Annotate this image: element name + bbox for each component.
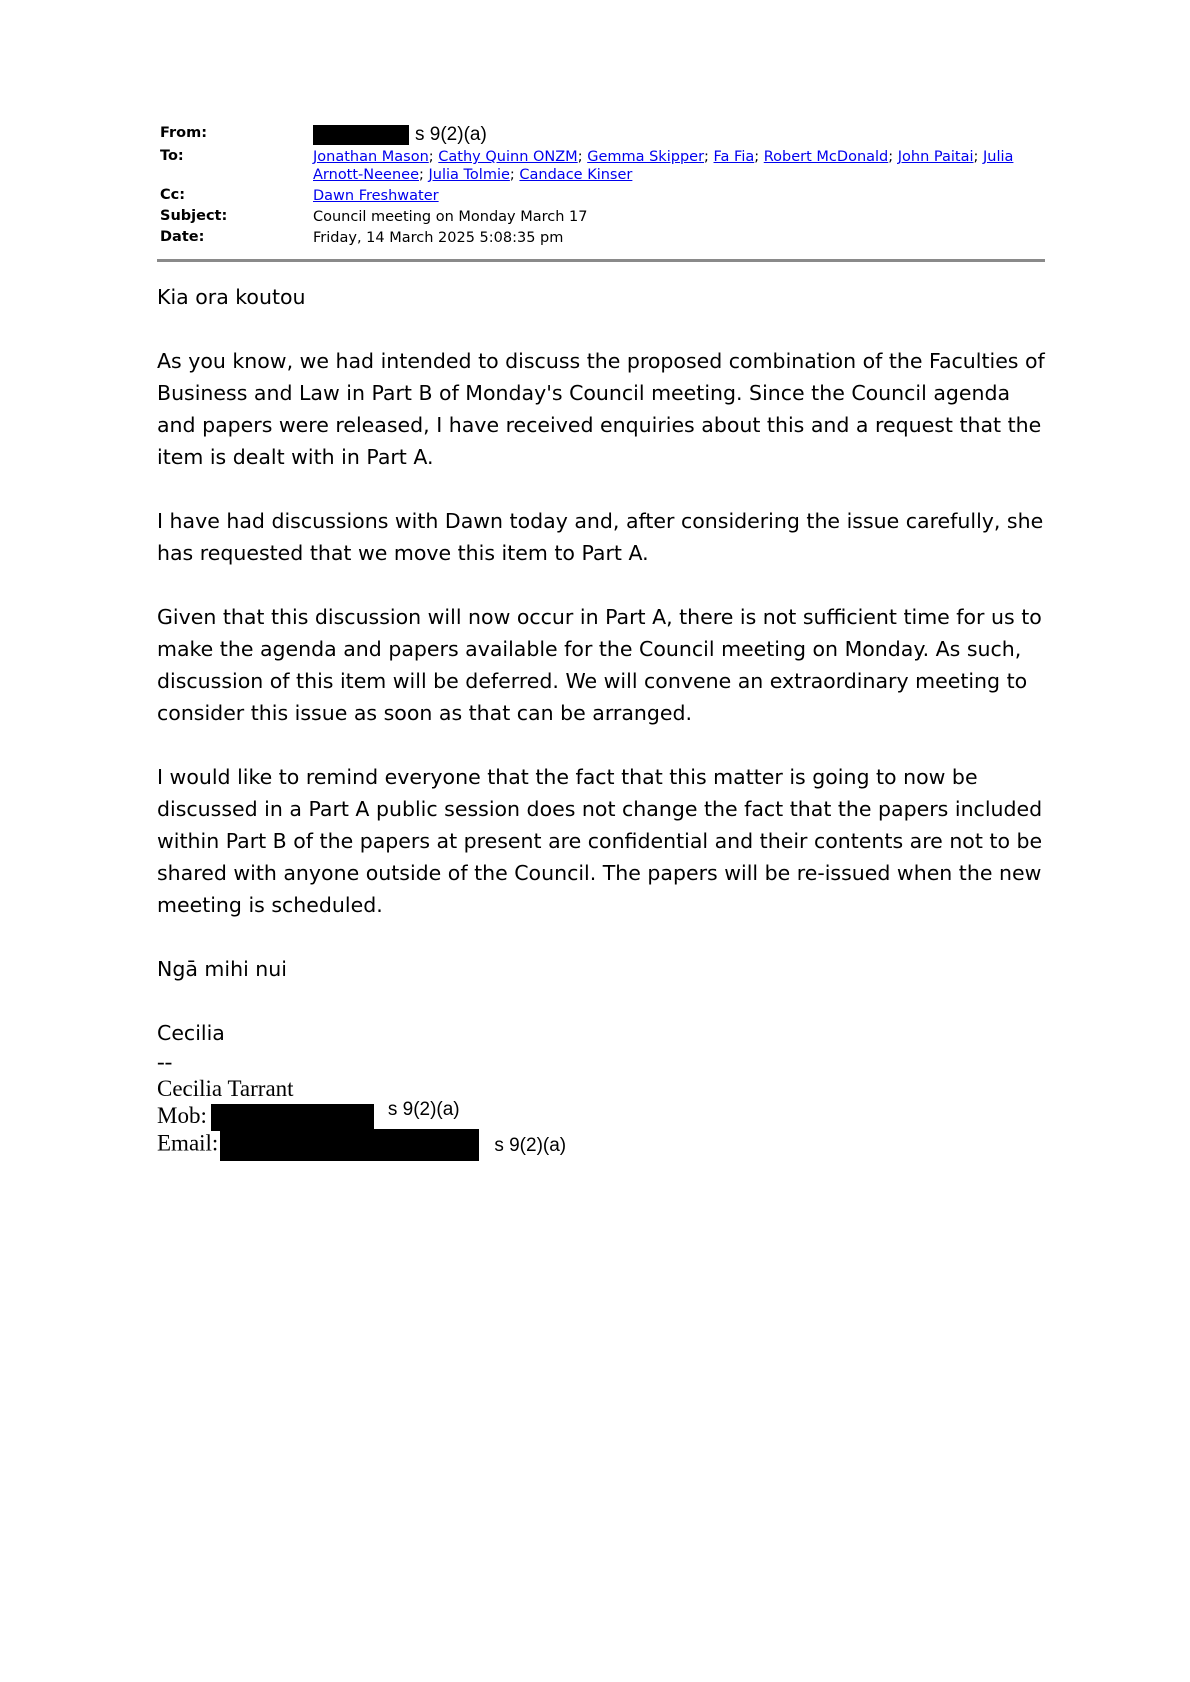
mob-line xyxy=(157,1099,566,1129)
mob-label: Mob: xyxy=(157,1103,207,1128)
signature-name: Cecilia Tarrant xyxy=(157,1076,294,1101)
recipient-link[interactable]: Cathy Quinn ONZM xyxy=(438,149,578,165)
date-row xyxy=(160,229,1044,247)
signature-dashes: -- xyxy=(157,1049,173,1074)
body-paragraph: I would like to remind everyone that the fact that this matter is going to now be discussed in a Part A public session does not change the fact that the papers included within Part B of the papers at present are confidential and their contents are not to be shared with anyone outside of the Council. The papers will be re-issued when the new meeting is scheduled. xyxy=(157,765,1043,917)
subject-value: Council meeting on Monday March 17 xyxy=(313,209,588,225)
from-label: From: xyxy=(160,125,207,141)
cc-label: Cc: xyxy=(160,187,186,203)
email-redaction-code: s 9(2)(a) xyxy=(494,1134,567,1156)
email-label: Email: xyxy=(157,1130,219,1156)
recipient-link[interactable]: Robert McDonald xyxy=(763,149,889,165)
header-divider xyxy=(157,259,1045,262)
subject-label: Subject: xyxy=(160,208,228,224)
recipient-link[interactable]: Julia Arnott-Neenee xyxy=(313,149,1014,183)
sender-first-name: Cecilia xyxy=(157,1021,225,1045)
mob-redaction-code: s 9(2)(a) xyxy=(387,1099,460,1121)
recipient-link[interactable]: Candace Kinser xyxy=(519,167,633,183)
closing: Ngā mihi nui xyxy=(157,957,287,981)
from-redaction xyxy=(313,125,409,145)
from-redaction-code: s 9(2)(a) xyxy=(415,124,487,145)
body-paragraph: As you know, we had intended to discuss the proposed combination of the Faculties of Business and Law in Part B of Monday's Council meeting. Since the Council agenda and papers were released, I have received enquiries about this and a request that the item is dealt with in Part A. xyxy=(157,349,1045,469)
body-paragraph: Given that this discussion will now occur in Part A, there is not sufficient time for us to make the agenda and papers available for the Council meeting on Monday. As such, discussion of this item will be deferred. We will convene an extraordinary meeting to consider this issue as soon as that can be arranged. xyxy=(157,605,1042,725)
to-label: To: xyxy=(160,148,184,164)
date-label: Date: xyxy=(160,229,205,245)
email-redaction xyxy=(220,1129,479,1161)
cc-link[interactable]: Dawn Freshwater xyxy=(313,188,439,204)
recipient-link[interactable]: John Paitai xyxy=(897,149,974,165)
body-paragraph: I have had discussions with Dawn today and, after considering the issue carefully, she has requested that we move this item to Part A. xyxy=(157,509,1044,565)
signature xyxy=(157,1048,566,1156)
recipient-link[interactable]: Julia Tolmie xyxy=(428,167,510,183)
to-recipients: Jonathan Mason; Cathy Quinn ONZM; Gemma Skipper; Fa Fia; Robert McDonald; John Paitai; Julia Arnott-Neenee; Julia Tolmie; Candace Kinser xyxy=(313,149,1014,183)
recipient-link[interactable]: Jonathan Mason xyxy=(313,149,429,165)
email-line xyxy=(157,1129,566,1156)
subject-row xyxy=(160,208,1044,226)
to-row xyxy=(160,148,1044,184)
email-body xyxy=(157,281,1047,1081)
recipient-link[interactable]: Fa Fia xyxy=(713,149,755,165)
recipient-link[interactable]: Gemma Skipper xyxy=(587,149,705,165)
date-value: Friday, 14 March 2025 5:08:35 pm xyxy=(313,230,564,246)
cc-row xyxy=(160,187,1044,205)
mob-redaction xyxy=(211,1104,374,1131)
greeting: Kia ora koutou xyxy=(157,285,306,309)
email-header xyxy=(160,125,1044,250)
from-row xyxy=(160,125,1044,145)
